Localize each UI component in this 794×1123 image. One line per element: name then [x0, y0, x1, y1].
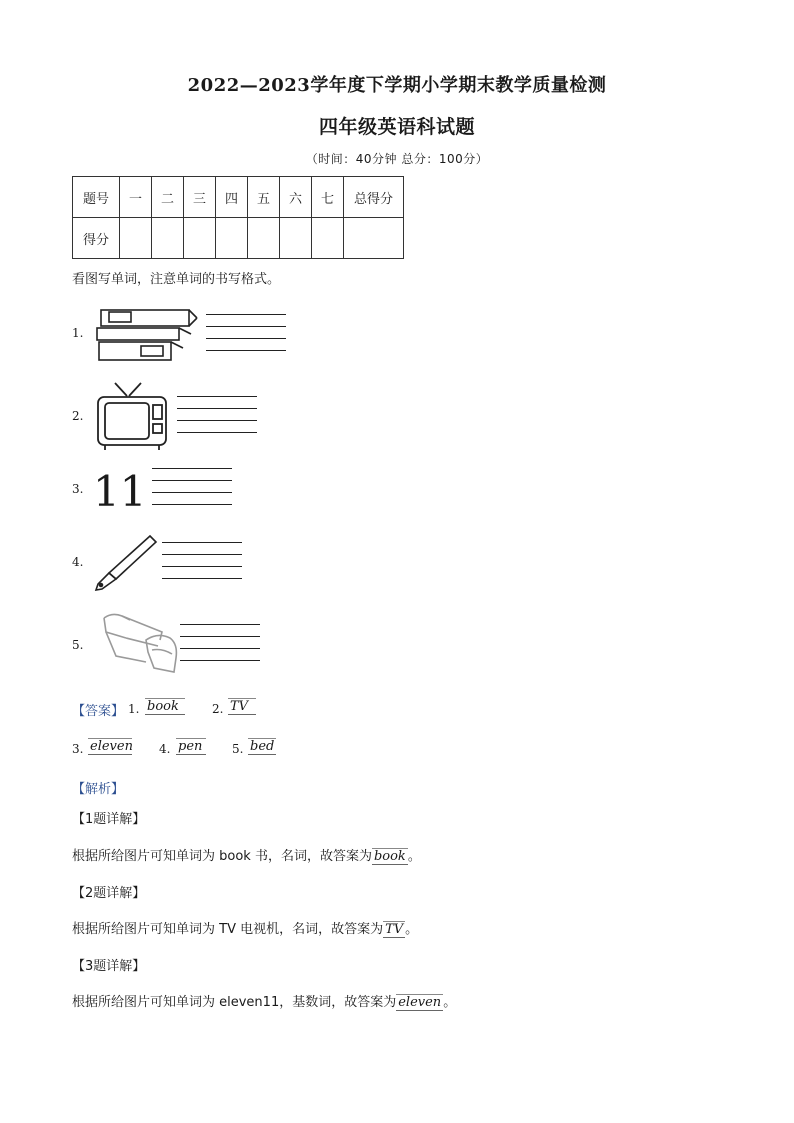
table-cell: 三 [184, 177, 216, 218]
answer-number: 2. [212, 702, 224, 716]
table-cell: 一 [120, 177, 152, 218]
table-cell: 二 [152, 177, 184, 218]
section-text: 根据所给图片可知单词为 TV 电视机，名词，故答案为 [72, 922, 384, 937]
pen-icon [92, 533, 158, 593]
answer-word: eleven [90, 739, 133, 754]
writing-lines[interactable] [177, 396, 257, 444]
books-icon [95, 306, 203, 364]
bed-icon [98, 610, 180, 676]
score-table-header-row [73, 177, 404, 218]
score-table [72, 176, 404, 259]
answer-word: pen [176, 738, 206, 755]
score-input-cell[interactable] [184, 218, 216, 259]
answer-word: book [373, 849, 406, 864]
question-number: 4. [72, 555, 84, 569]
number-eleven-image: 11 [93, 467, 147, 516]
table-cell: 题号 [73, 177, 120, 218]
score-input-cell[interactable] [280, 218, 312, 259]
answer-word: TV [385, 922, 404, 937]
tv-icon [95, 380, 169, 452]
section-text: 根据所给图片可知单词为 book 书，名词，故答案为 [72, 849, 372, 864]
page-title: 2022—2023学年度下学期小学期末教学质量检测 [187, 75, 607, 96]
question-number: 1. [72, 326, 84, 340]
answer-number: 1. [128, 702, 140, 716]
section-heading: 【1题详解】 [72, 812, 146, 827]
section-end: 。 [443, 995, 457, 1010]
answer-word: eleven [398, 995, 442, 1010]
table-cell: 得分 [73, 218, 120, 259]
score-input-cell[interactable] [120, 218, 152, 259]
table-cell: 七 [312, 177, 344, 218]
question-number: 3. [72, 482, 84, 496]
writing-lines[interactable] [152, 468, 232, 516]
page-subtitle: 四年级英语科试题 [318, 116, 475, 138]
section-body [72, 991, 456, 1011]
score-table-score-row [73, 218, 404, 259]
section-text: 根据所给图片可知单词为 eleven11，基数词，故答案为 [72, 995, 397, 1010]
section-end: 。 [405, 922, 419, 937]
answer-number: 4. [159, 742, 171, 756]
score-input-cell[interactable] [216, 218, 248, 259]
answer-word: bed [250, 739, 275, 754]
answer-number: 5. [232, 742, 244, 756]
answer-label: 【答案】 [72, 704, 125, 719]
analysis-label: 【解析】 [72, 782, 125, 797]
writing-lines[interactable] [162, 542, 242, 590]
score-input-cell[interactable] [312, 218, 344, 259]
section-end: 。 [407, 849, 421, 864]
section-body [72, 845, 421, 865]
writing-lines[interactable] [180, 624, 260, 672]
table-cell: 总得分 [344, 177, 404, 218]
instruction-text: 看图写单词，注意单词的书写格式。 [72, 272, 281, 287]
score-input-cell[interactable] [152, 218, 184, 259]
question-number: 2. [72, 409, 84, 423]
table-cell: 六 [280, 177, 312, 218]
table-cell: 五 [248, 177, 280, 218]
section-heading: 【3题详解】 [72, 959, 146, 974]
answer-word: book [145, 698, 185, 715]
score-input-cell[interactable] [248, 218, 280, 259]
answer-word: TV [228, 698, 256, 715]
writing-lines[interactable] [206, 314, 286, 362]
score-input-cell[interactable] [344, 218, 404, 259]
answer-number: 3. [72, 742, 84, 756]
table-cell: 四 [216, 177, 248, 218]
section-heading: 【2题详解】 [72, 886, 146, 901]
exam-meta: （时间：40分钟 总分：100分） [305, 152, 489, 166]
question-number: 5. [72, 638, 84, 652]
section-body [72, 918, 418, 938]
